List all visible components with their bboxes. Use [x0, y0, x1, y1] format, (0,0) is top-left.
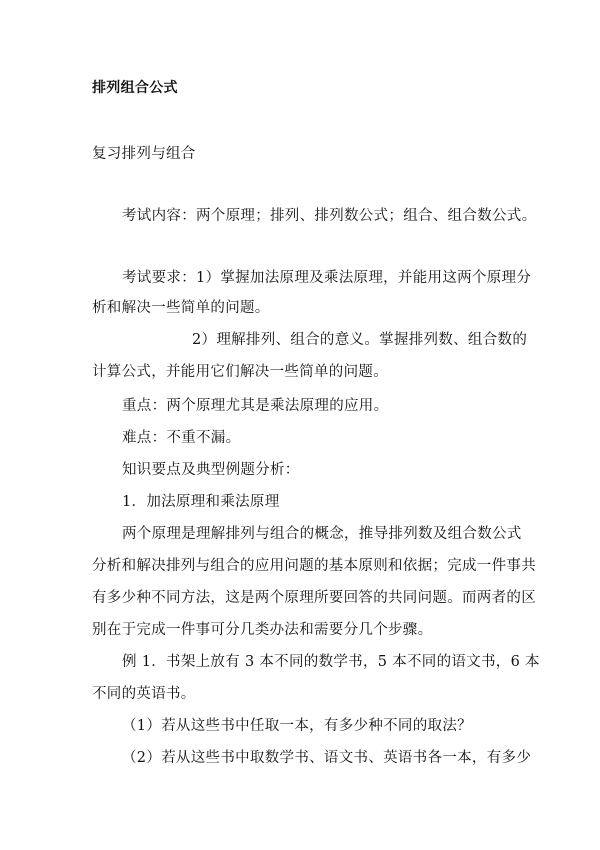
example-line-2: 不同的英语书。 [92, 686, 196, 702]
exam-requirement-line-2: 析和解决一些简单的问题。 [92, 300, 270, 316]
paragraph-line-3: 有多少种不同方法，这是两个原理所要回答的共同问题。而两者的区 [92, 590, 536, 606]
exam-requirement-line-3: 2）理解排列、组合的意义。掌握排列数、组合数的 [192, 332, 528, 348]
exam-requirement-line-1: 考试要求：1）掌握加法原理及乘法原理，并能用这两个原理分 [122, 270, 532, 286]
section-heading: 1．加法原理和乘法原理 [122, 494, 280, 510]
subtitle: 复习排列与组合 [92, 146, 196, 162]
key-point: 重点：两个原理尤其是乘法原理的应用。 [122, 398, 389, 414]
question-1: （1）若从这些书中任取一本，有多少种不同的取法？ [122, 718, 472, 734]
paragraph-line-4: 别在于完成一件事可分几类办法和需要分几个步骤。 [92, 622, 433, 638]
paragraph-line-1: 两个原理是理解排列与组合的概念，推导排列数及组合数公式 [122, 526, 522, 542]
difficulty: 难点：不重不漏。 [122, 430, 241, 446]
exam-requirement-line-4: 计算公式，并能用它们解决一些简单的问题。 [92, 364, 388, 380]
exam-content-paragraph: 考试内容：两个原理；排列、排列数公式；组合、组合数公式。 [122, 208, 537, 224]
example-line-1: 例 1．书架上放有 3 本不同的数学书，5 本不同的语文书，6 本 [122, 654, 540, 670]
paragraph-line-2: 分析和解决排列与组合的应用问题的基本原则和依据；完成一件事共 [92, 558, 536, 574]
page-title: 排列组合公式 [92, 80, 178, 96]
analysis-heading: 知识要点及典型例题分析： [122, 462, 300, 478]
question-2: （2）若从这些书中取数学书、语文书、英语书各一本，有多少 [122, 750, 532, 766]
